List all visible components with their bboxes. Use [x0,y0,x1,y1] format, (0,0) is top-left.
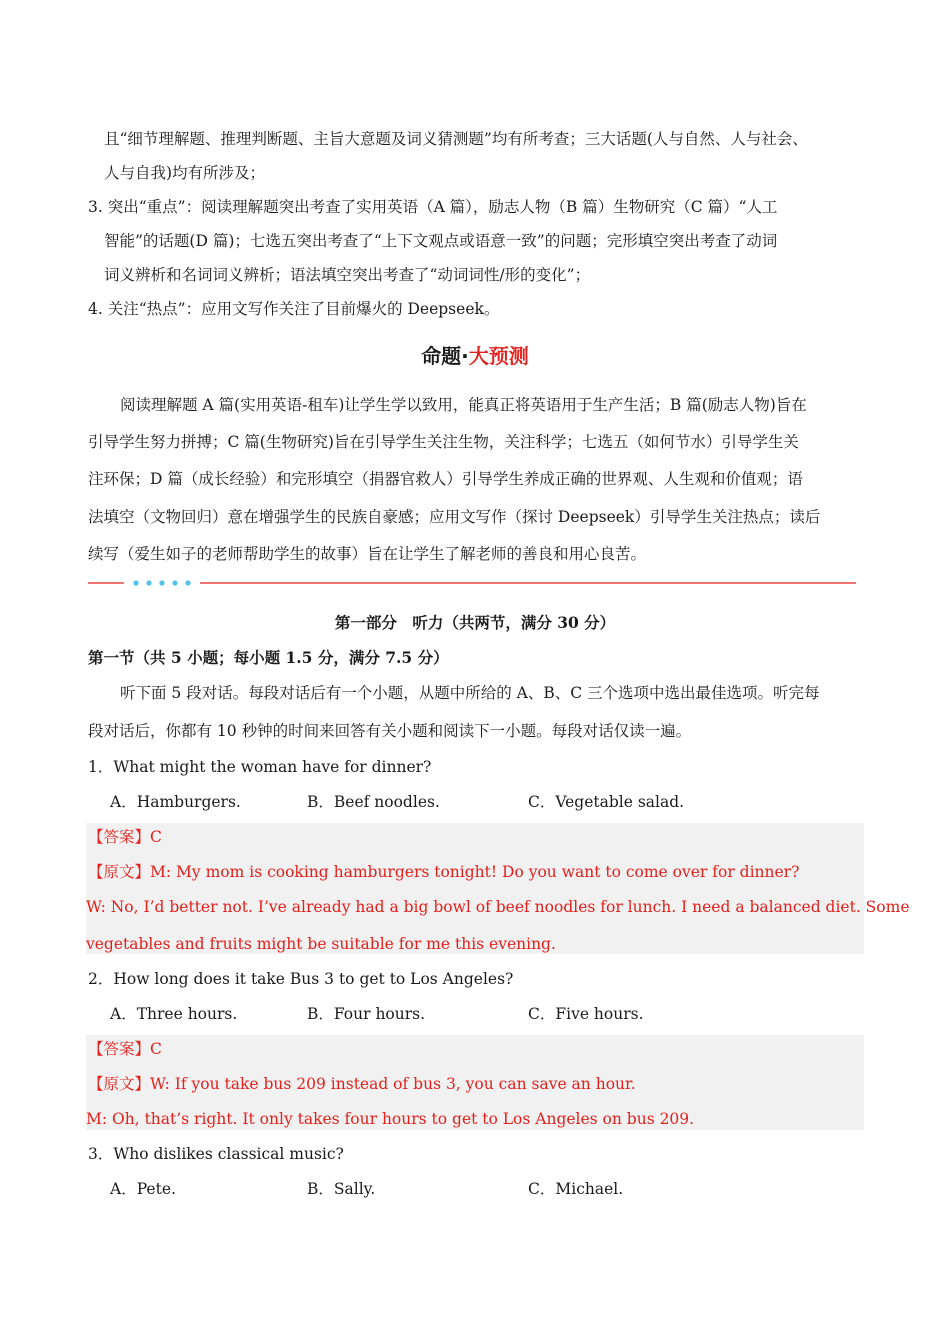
option-b: B．Beef noodles. [307,793,440,811]
option-a: A．Hamburgers. [110,793,241,811]
question-stem: 2．How long does it take Bus 3 to get to Los Angeles? [88,970,514,988]
prediction-title [0,340,950,369]
question-stem: 1．What might the woman have for dinner? [88,758,432,776]
answer-label: 【答案】 [88,828,151,846]
prediction-line: 引导学生努力拼搏；C 篇(生物研究)旨在引导学生关注生物，关注科学；七选五（如何节水）引导学生关 [88,433,799,451]
prediction-line: 阅读理解题 A 篇(实用英语-租车)让学生学以致用，能真正将英语用于生产生活；B 篇(励志人物)旨在 [120,396,807,414]
script-line: W: No, I’d better not. I’ve already had a big bowl of beef noodles for lunch. I need a balanced diet. Some [86,898,910,916]
script-line [88,1073,636,1095]
script-text: M: My mom is cooking hamburgers tonight! Do you want to come over for dinner? [150,863,800,881]
script-line: vegetables and fruits might be suitable for me this evening. [86,935,556,953]
script-text: W: If you take bus 209 instead of bus 3, you can save an hour. [150,1075,636,1093]
answer-value: C [150,828,162,846]
intro-line: 智能”的话题(D 篇)；七选五突出考查了“上下文观点或语意一致”的问题；完形填空突出考查了动词 [104,232,778,250]
script-line [88,861,799,883]
option-b: B．Sally. [307,1180,376,1198]
option-c: C．Vegetable salad. [528,793,685,811]
part-title: 第一部分 听力（共两节，满分 30 分） [334,613,616,632]
prediction-title-black: 命题· [421,344,469,368]
option-b: B．Four hours. [307,1005,426,1023]
answer-label: 【答案】 [88,1040,151,1058]
prediction-line: 法填空（文物回归）意在增强学生的民族自豪感；应用文写作（探讨 Deepseek）引导学生关注热点；读后 [88,508,821,526]
intro-line: 词义辨析和名词词义辨析；语法填空突出考查了“动词词性/形的变化”； [104,266,591,284]
prediction-title-red: 大预测 [468,344,529,368]
prediction-line: 续写（爱生如子的老师帮助学生的故事）旨在让学生了解老师的善良和用心良苦。 [88,545,647,563]
option-c: C．Five hours. [528,1005,644,1023]
prediction-line: 注环保；D 篇（成长经验）和完形填空（捐器官救人）引导学生养成正确的世界观、人生观和价值观；语 [88,470,803,488]
instruction-line: 听下面 5 段对话。每段对话后有一个小题，从题中所给的 A、B、C 三个选项中选出最佳选项。听完每 [120,684,820,702]
decorative-divider [88,574,856,592]
script-label: 【原文】 [88,1075,151,1093]
intro-line: 人与自我)均有所涉及； [104,164,266,182]
intro-line: 且“细节理解题、推理判断题、主旨大意题及词义猜测题”均有所考查；三大话题(人与自然、人与社会、 [104,130,808,148]
script-line: M: Oh, that’s right. It only takes four hours to get to Los Angeles on bus 209. [86,1110,695,1128]
answer-value: C [150,1040,162,1058]
option-c: C．Michael. [528,1180,624,1198]
option-a: A．Three hours. [110,1005,238,1023]
section-title: 第一节（共 5 小题；每小题 1.5 分，满分 7.5 分） [88,648,449,667]
question-stem: 3．Who dislikes classical music? [88,1145,344,1163]
script-label: 【原文】 [88,863,151,881]
option-a: A．Pete. [110,1180,176,1198]
intro-line: 3. 突出“重点”：阅读理解题突出考查了实用英语（A 篇），励志人物（B 篇）生物研究（C 篇）“人工 [88,198,778,216]
intro-line: 4. 关注“热点”：应用文写作关注了目前爆火的 Deepseek。 [88,300,500,318]
answer-line [88,1038,162,1060]
answer-line [88,826,162,848]
instruction-line: 段对话后，你都有 10 秒钟的时间来回答有关小题和阅读下一小题。每段对话仅读一遍。 [88,722,692,740]
